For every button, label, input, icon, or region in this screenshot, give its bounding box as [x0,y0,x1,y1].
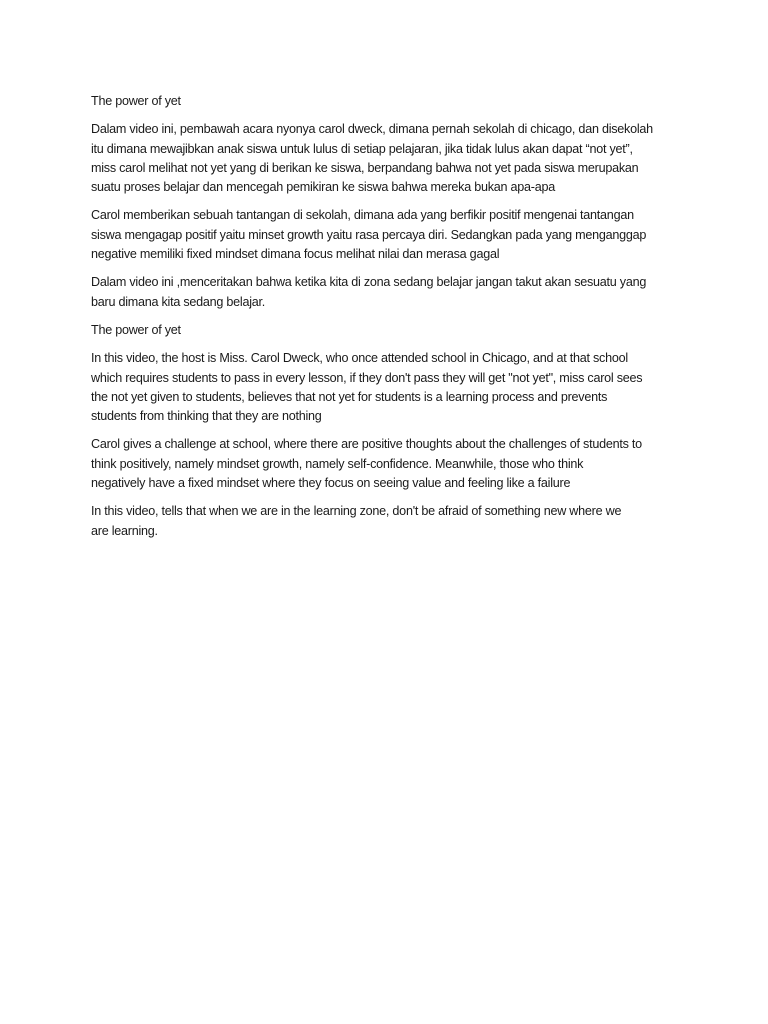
paragraph-english-intro: In this video, the host is Miss. Carol Dweck, who once attended school in Chicago, and at that school which requires students to pass in every lesson, if they don't pass they will get "not yet", miss carol sees the not yet given to students, believes that not yet for students is a learning process and prevents students from thinking that they are nothing [91,351,643,424]
document-title-english: The power of yet [91,322,181,337]
paragraph-english-learning-zone: In this video, tells that when we are in the learning zone, don't be afraid of something new where we are learning. [91,504,622,538]
paragraph-indonesian-intro: Dalam video ini, pembawah acara nyonya carol dweck, dimana pernah sekolah di chicago, dan disekolah itu dimana mewajibkan anak siswa untuk lulus di setiap pelajaran, jika tidak lulus akan dapat “not yet”, miss carol melihat not yet yang di berikan ke siswa, berpandang bahwa not yet pada siswa merupakan suatu proses belajar dan mencegah pemikiran ke siswa bahwa mereka bukan apa-apa [91,122,653,195]
document-title-indonesian: The power of yet [91,94,181,108]
paragraph-indonesian-learning-zone: Dalam video ini ,menceritakan bahwa ketika kita di zona sedang belajar jangan takut akan sesuatu yang baru dimana kita sedang belajar. [91,275,647,309]
paragraph-indonesian-challenge: Carol memberikan sebuah tantangan di sekolah, dimana ada yang berfikir positif mengenai tantangan siswa mengagap positif yaitu minset growth yaitu rasa percaya diri. Sedangkan pada yang menganggap negative memiliki fixed mindset dimana focus melihat nilai dan merasa gagal [91,208,647,262]
paragraph-english-challenge: Carol gives a challenge at school, where there are positive thoughts about the challenges of students to think positively, namely mindset growth, namely self-confidence. Meanwhile, those who think negatively have a fixed mindset where they focus on seeing value and feeling like a failure [91,437,642,491]
